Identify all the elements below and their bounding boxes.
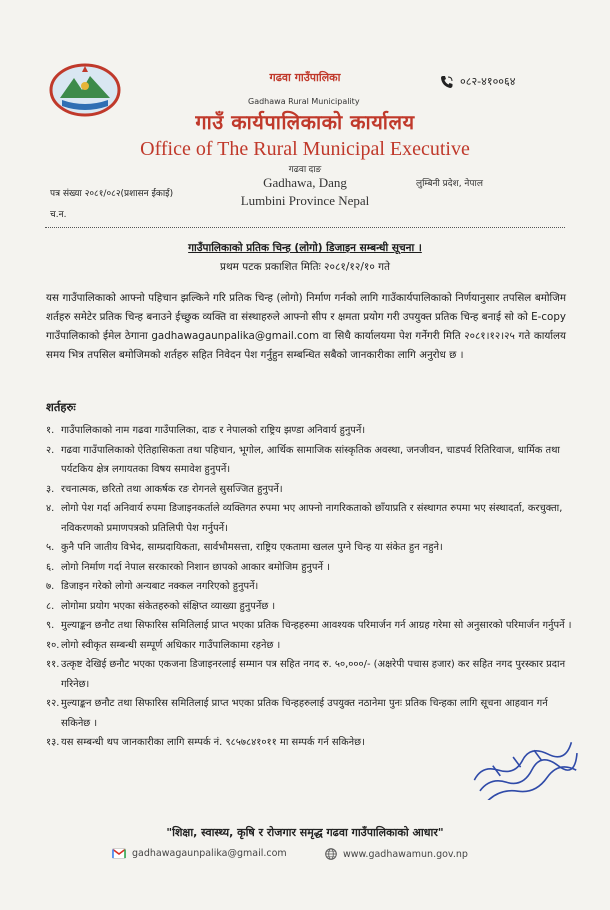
condition-number: ५. <box>46 542 55 553</box>
phone-text: ०८२-४१००६४ <box>460 75 516 88</box>
condition-number: ८. <box>46 600 55 612</box>
condition-number: ९. <box>46 620 55 631</box>
website-link[interactable]: www.gadhawamun.gov.np <box>343 848 468 860</box>
condition-number: १. <box>46 425 55 436</box>
condition-text: कुनै पनि जातीय विभेद, साम्प्रदायिकता, सार्वभौमसत्ता, राष्ट्रिय एकतामा खलल पुग्ने चिन्ह या संकेत हुन नहुने। <box>61 542 443 553</box>
list-item <box>46 421 572 441</box>
letter-number: पत्र संख्या २०८१/०८२(प्रशासन ईकाई) <box>50 189 174 199</box>
list-item <box>46 694 572 733</box>
notice-body: यस गाउँपालिकाको आफ्नो पहिचान झल्किने गरि प्रतिक चिन्ह (लोगो) निर्माण गर्नको लागि गाउँकार्यपालिकाको निर्णयानुसार तपसिल बमोजिम शर्तहरु समेटेर प्रतिक चिन्ह बनाउने ईच्छुक व्यक्ति वा संस्थाहरुले आफ्नो सीप र क्षमता प्रयोग गरी उपयुक्त प्रतिक चिन्ह बनाई सो को E-copy गाउँपालिकाको ईमेल ठेगाना gadhawagaunpalika@gmail.com वा सिधै कार्यालयमा पेश गर्नेगरी मिति २०८१।१२।२५ गते कार्यालय समय भित्र तपसिल बमोजिमको शर्तहरु सहित निवेदन पेश गर्नुहुन सम्बन्धित सबैको जानकारीका लागि अनुरोध छ । <box>46 292 566 361</box>
condition-number: ४. <box>46 503 55 514</box>
office-title-np: गाउँ कार्यपालिकाको कार्यालय <box>195 110 415 134</box>
condition-text: गाउँपालिकाको नाम गढवा गाउँपालिका, दाङ र नेपालको राष्ट्रिय झण्डा अनिवार्य हुनुपर्ने। <box>61 425 366 436</box>
condition-number: ६. <box>46 561 55 573</box>
email-link[interactable]: gadhawagaunpalika@gmail.com <box>132 848 287 859</box>
list-item <box>46 480 572 500</box>
condition-text: उत्कृष्ट देखिई छनौट भएका एकजना डिजाइनरलाई सम्मान पत्र सहित नगद रु. ५०,०००/- (अक्षरेपी पचास हजार) कर सहित नगद पुरस्कार प्रदान गरिनेछ। <box>61 659 566 690</box>
address-np: गढवा दाङ <box>288 164 322 174</box>
list-item <box>46 655 572 694</box>
conditions-list <box>46 421 572 753</box>
list-item <box>46 577 572 597</box>
conditions-heading: शर्तहरुः <box>46 400 76 414</box>
address-en-line2: Lumbini Province Nepal <box>240 193 370 208</box>
condition-text: लोगो स्वीकृत सम्बन्धी सम्पूर्ण अधिकार गाउँपालिकामा रहनेछ । <box>61 639 281 651</box>
list-item <box>46 597 572 617</box>
globe-icon <box>325 848 337 860</box>
list-item <box>46 636 572 656</box>
condition-text: लोगोमा प्रयोग भएका संकेतहरुको संक्षिप्त व्याख्या हुनुपर्नेछ । <box>61 600 276 612</box>
condition-number: ३. <box>46 483 55 495</box>
condition-number: १३. <box>46 737 60 748</box>
official-signature-stamp <box>466 742 584 800</box>
province-np: लुम्बिनी प्रदेश, नेपाल <box>416 179 483 189</box>
condition-text: रचनात्मक, छरितो तथा आकर्षक रङ रोगनले सुसज्जित हुनुपर्ने। <box>61 483 283 495</box>
condition-text: लोगो निर्माण गर्दा नेपाल सरकारको निशान छापको आकार बमोजिम हुनुपर्ने । <box>61 561 330 573</box>
condition-number: १०. <box>46 639 60 651</box>
footer-email <box>112 848 287 859</box>
list-item <box>46 558 572 578</box>
gmail-icon <box>112 848 126 859</box>
condition-text: लोगो पेश गर्दा अनिवार्य रुपमा डिजाइनकर्ताले व्यक्तिगत रुपमा भए आफ्नो नागरिकताको छाँयाप्रति र संस्थागत रुपमा भए संस्थादर्ता, करचुक्ता, नविकरणको प्रमाणपत्रको प्रतिलिपी पेश गर्नुपर्ने। <box>61 503 563 534</box>
notice-title-text: गाउँपालिकाको प्रतिक चिन्ह (लोगो) डिजाइन सम्बन्धी सूचना । <box>188 242 422 254</box>
list-item <box>46 616 572 636</box>
condition-text: मुल्याङ्कन छनौट तथा सिफारिस समितिलाई प्राप्त भएका प्रतिक चिन्हहरुलाई उपयुक्त नठानेमा पुनः प्रतिक चिन्हका लागि सूचना आहवान गर्न सकिनेछ । <box>61 698 548 729</box>
dispatch-number: च.न. <box>50 210 67 220</box>
municipality-name-np: गढवा गाउँपालिका <box>269 71 341 84</box>
office-title-en: Office of The Rural Municipal Executive <box>140 138 470 160</box>
address-en-line1: Gadhawa, Dang <box>263 175 347 190</box>
condition-text: गढवा गाउँपालिकाको ऐतिहासिकता तथा पहिचान, भूगोल, आर्थिक सामाजिक सांस्कृतिक अवस्था, जनजीवन, चाडपर्व रितिरिवाज, धार्मिक तथा पर्यटकिय क्षेत्र लगायतका विषय समावेश हुनुपर्ने। <box>61 444 560 475</box>
notice-title <box>0 241 610 255</box>
list-item <box>46 538 572 558</box>
notice-subtitle: प्रथम पटक प्रकाशित मितिः २०८१/१२/१० गते <box>219 261 391 273</box>
condition-number: २. <box>46 444 55 456</box>
slogan: "शिक्षा, स्वास्थ्य, कृषि र रोजगार समृद्ध गढवा गाउँपालिकाको आधार" <box>166 826 444 839</box>
list-item <box>46 441 572 480</box>
condition-number: ११. <box>46 659 60 670</box>
list-item <box>46 499 572 538</box>
condition-number: १२. <box>46 698 60 709</box>
condition-number: ७. <box>46 581 55 592</box>
letterhead-divider <box>45 227 565 228</box>
condition-text: मुल्याङ्कन छनौट तथा सिफारिस समितिलाई प्राप्त भएका प्रतिक चिन्हहरुमा आवश्यक परिमार्जन गर्न आग्रह गरेमा सो अनुसारको परिमार्जन गर्नुपर्ने । <box>61 620 572 631</box>
condition-text: डिजाइन गरेको लोगो अन्यबाट नक्कल नगरिएको हुनुपर्ने। <box>61 581 259 592</box>
condition-text: यस सम्बन्धी थप जानकारीका लागि सम्पर्क नं. ९८५७८४१०११ मा सम्पर्क गर्न सकिनेछ। <box>61 737 365 748</box>
footer-website <box>325 848 468 860</box>
municipality-name-en: Gadhawa Rural Municipality <box>248 97 360 106</box>
